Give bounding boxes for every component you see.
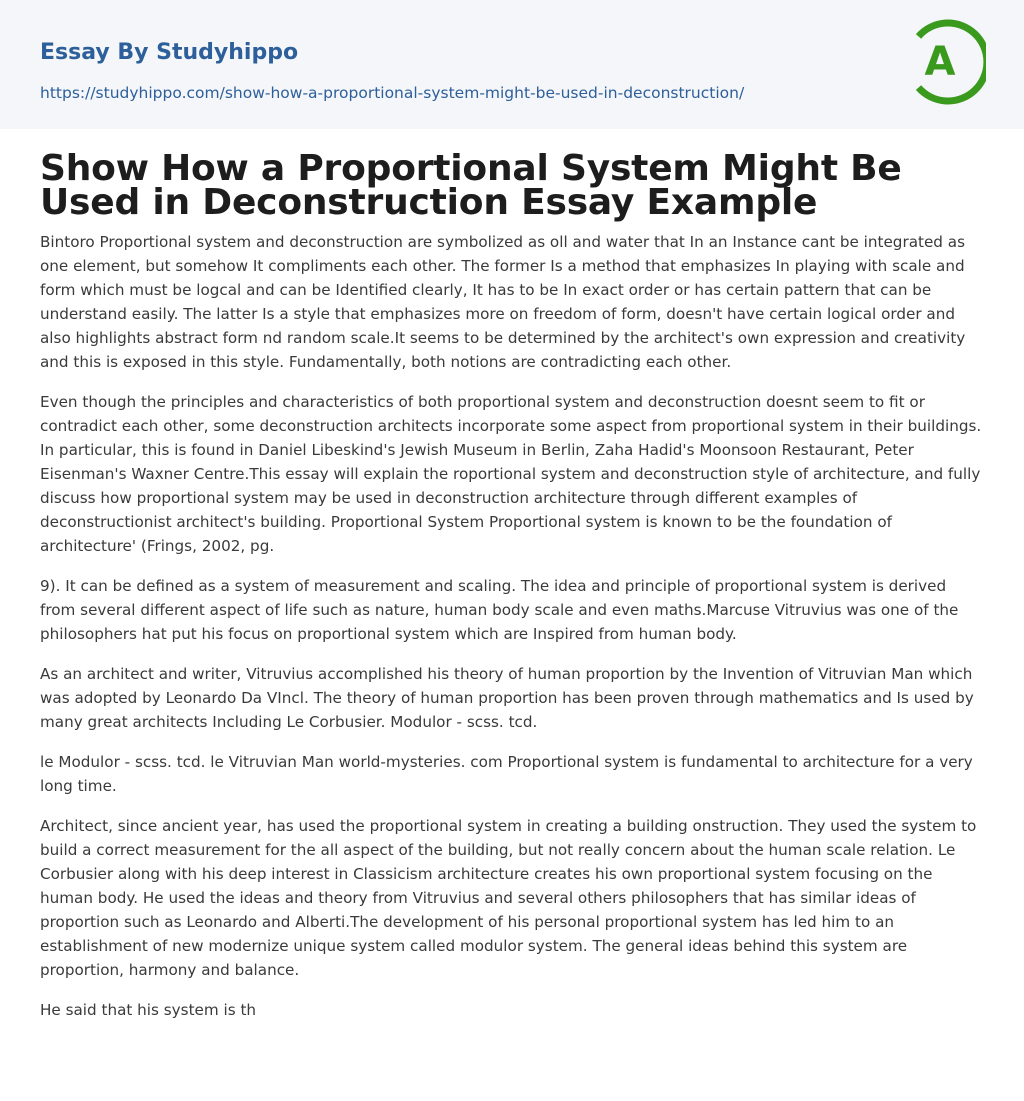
site-title[interactable]: Essay By Studyhippo bbox=[40, 40, 299, 65]
article-body bbox=[0, 129, 1024, 1022]
site-header bbox=[0, 0, 1024, 129]
paragraph: As an architect and writer, Vitruvius accomplished his theory of human proportion by the Invention of Vitruvian Man which was adopted by Leonardo Da VIncl. The theory of human proportion has been proven through mathematics and Is used by many great architects Including Le Corbusier. Modulor - scss. tcd. bbox=[40, 665, 974, 731]
article-paragraphs bbox=[40, 230, 984, 1022]
paragraph: le Modulor - scss. tcd. le Vitruvian Man world-mysteries. com Proportional system is fundamental to architecture for a very long time. bbox=[40, 753, 973, 795]
logo-svg bbox=[912, 18, 986, 106]
logo-letter: A bbox=[924, 39, 956, 85]
paragraph: 9). It can be defined as a system of measurement and scaling. The idea and principle of proportional system is derived from several different aspect of life such as nature, human body scale and even maths.Marcuse Vitruvius was one of the philosophers hat put his focus on proportional system which are Inspired from human body. bbox=[40, 577, 959, 643]
studyhippo-logo-icon[interactable] bbox=[912, 18, 986, 106]
paragraph: He said that his system is th bbox=[40, 1001, 257, 1019]
paragraph: Bintoro Proportional system and deconstruction are symbolized as oll and water that In an Instance cant be integrated as one element, but somehow It compliments each other. The former Is a method that emphasizes In playing with scale and form which must be logcal and can be Identified clearly, It has to be In exact order or has certain pattern that can be understand easily. The latter Is a style that emphasizes more on freedom of form, doesn't have certain logical order and also highlights abstract form nd random scale.It seems to be determined by the architect's own expression and creativity and this is exposed in this style. Fundamentally, both notions are contradicting each other. bbox=[40, 233, 966, 371]
page-url-link[interactable]: https://studyhippo.com/show-how-a-proportional-system-might-be-used-in-deconstruction/ bbox=[40, 84, 745, 102]
page-title: Show How a Proportional System Might Be Used in Deconstruction Essay Example bbox=[40, 148, 902, 223]
paragraph: Even though the principles and characteristics of both proportional system and deconstruction doesnt seem to fit or contradict each other, some deconstruction architects incorporate some aspect from proportional system in their buildings. In particular, this is found in Daniel Libeskind's Jewish Museum in Berlin, Zaha Hadid's Moonsoon Restaurant, Peter Eisenman's Waxner Centre.This essay will explain the roportional system and deconstruction style of architecture, and fully discuss how proportional system may be used in deconstruction architecture through different examples of deconstructionist architect's building. Proportional System Proportional system is known to be the foundation of architecture' (Frings, 2002, pg. bbox=[40, 393, 982, 555]
paragraph: Architect, since ancient year, has used the proportional system in creating a building onstruction. They used the system to build a correct measurement for the all aspect of the building, but not really concern about the human scale relation. Le Corbusier along with his deep interest in Classicism architecture creates his own proportional system focusing on the human body. He used the ideas and theory from Vitruvius and several others philosophers that has similar ideas of proportion such as Leonardo and Alberti.The development of his personal proportional system has led him to an establishment of new modernize unique system called modulor system. The general ideas behind this system are proportion, harmony and balance. bbox=[40, 817, 977, 979]
